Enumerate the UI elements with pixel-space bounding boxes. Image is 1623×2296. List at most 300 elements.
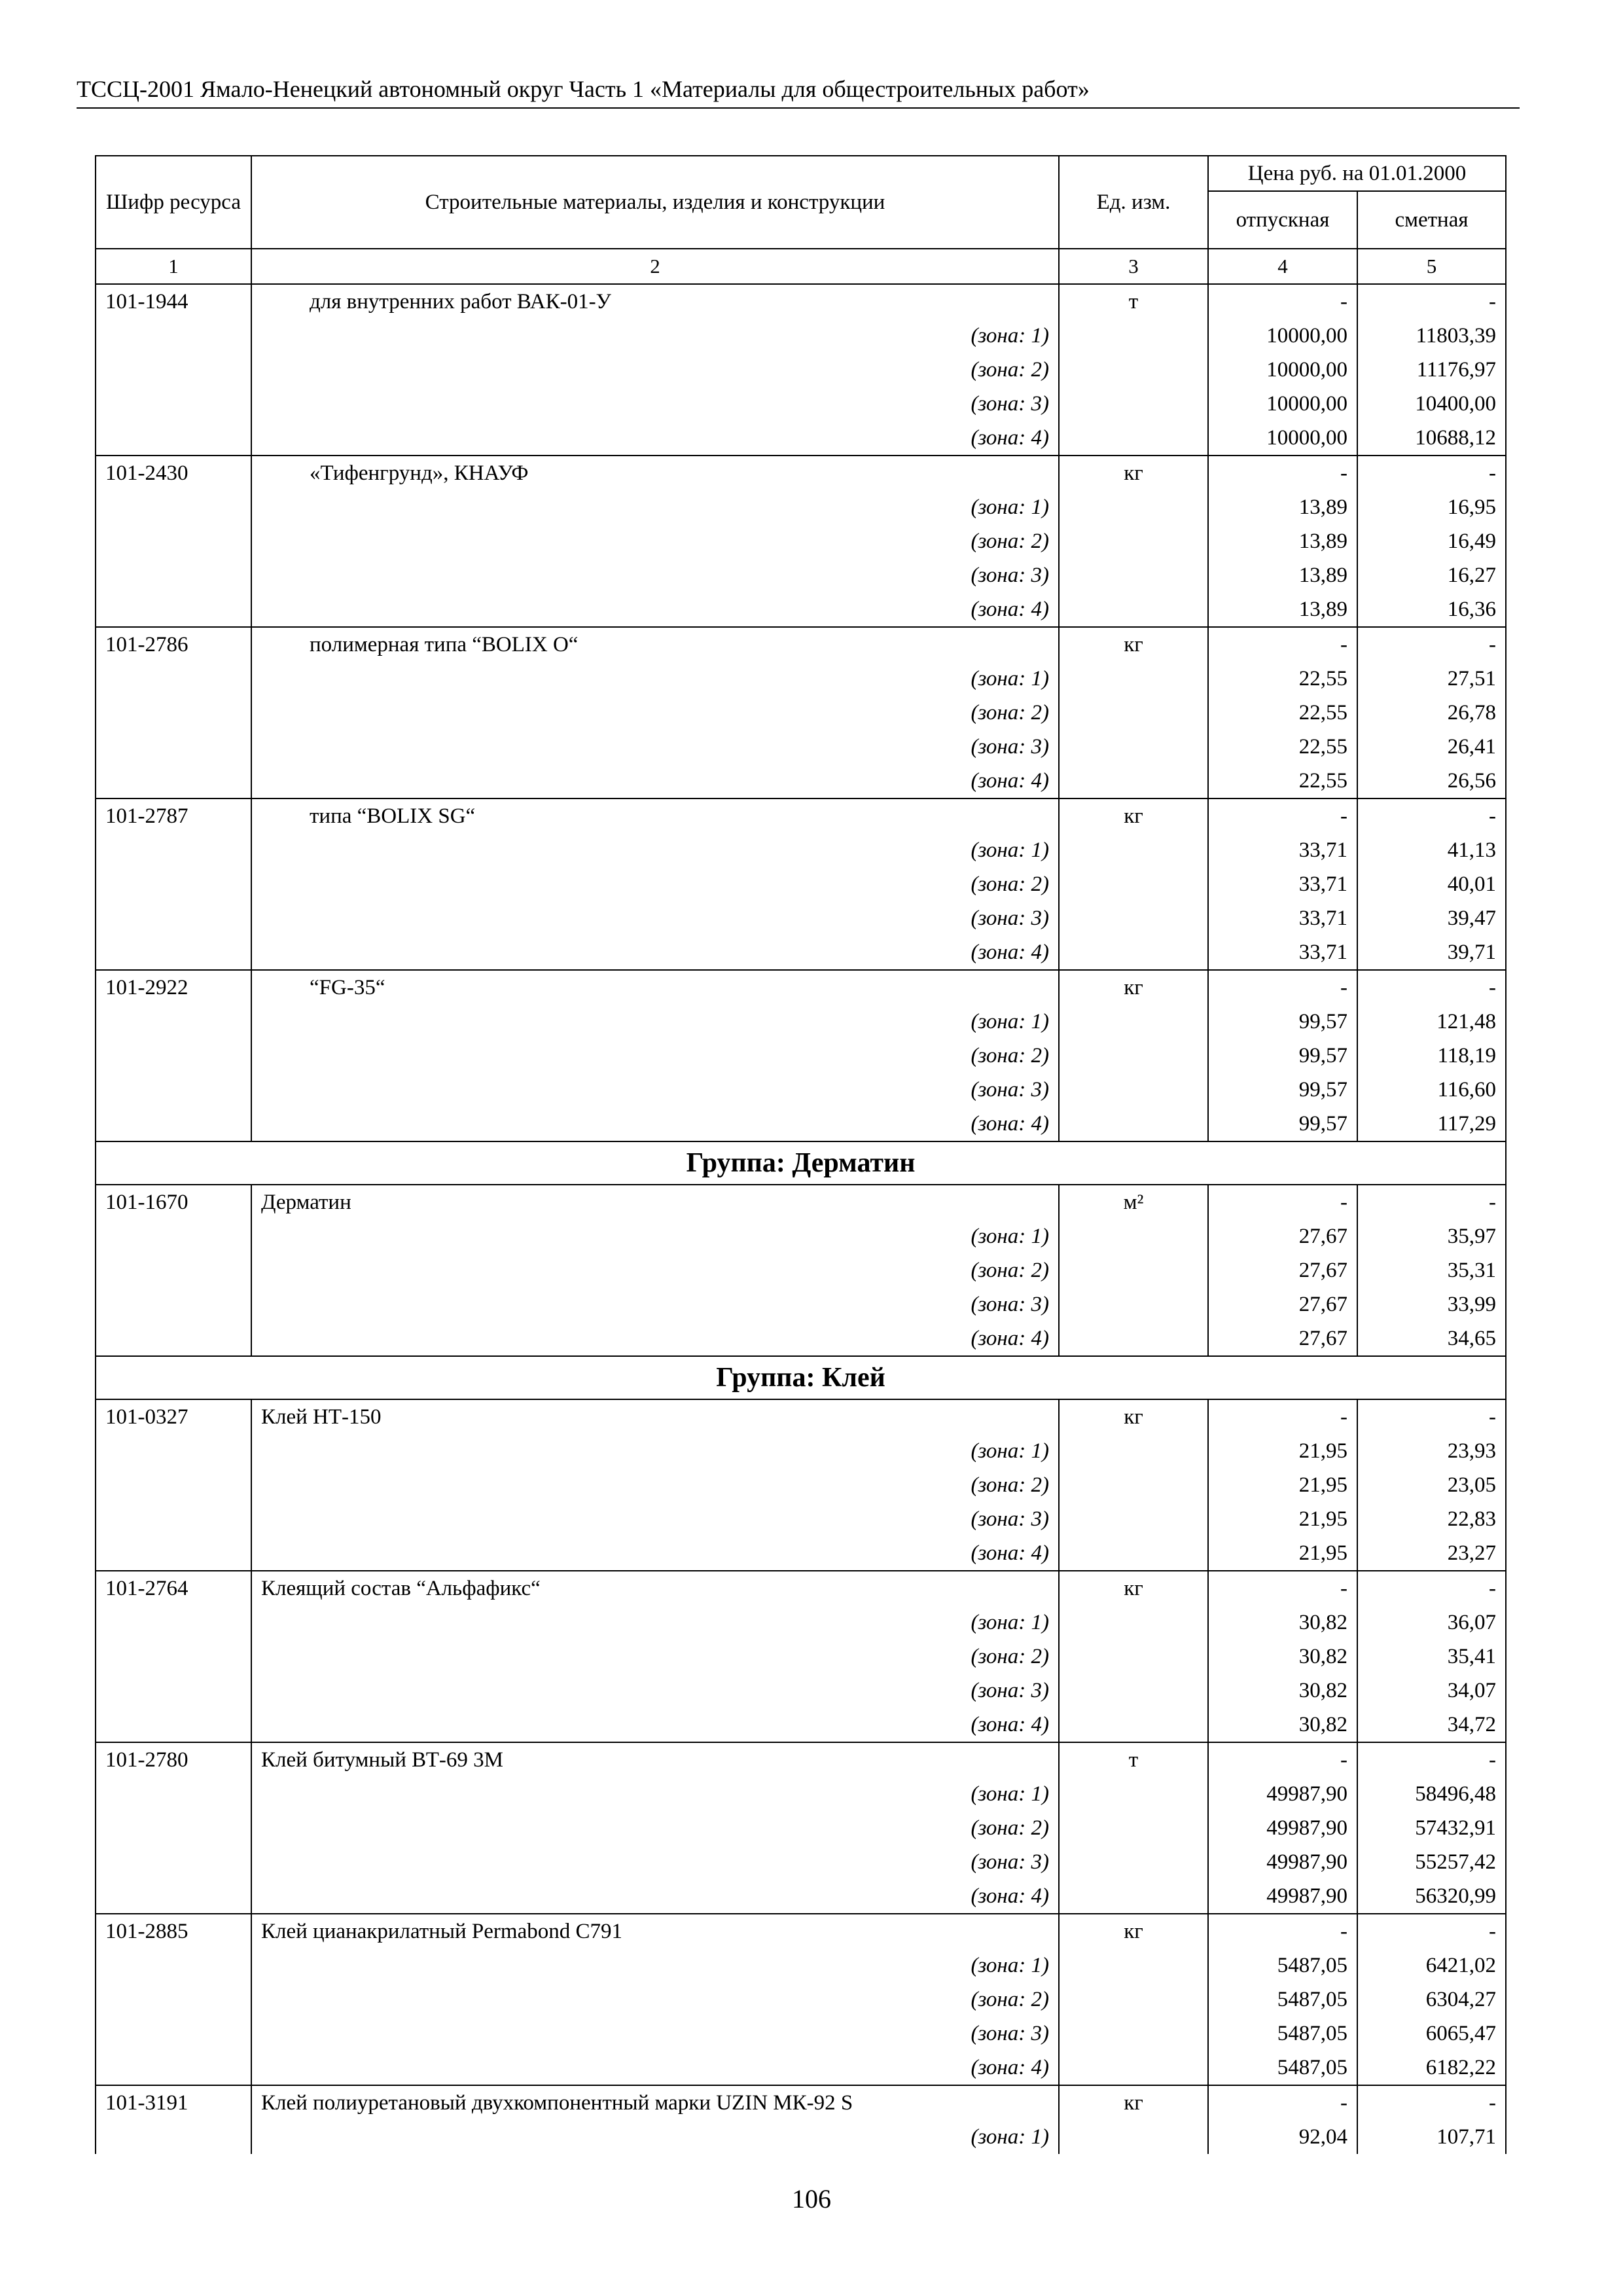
release-price: 10000,00: [1208, 387, 1357, 421]
estimate-price: 107,71: [1357, 2120, 1506, 2154]
zone-unit-empty: [1059, 2017, 1208, 2051]
estimate-price: 27,51: [1357, 662, 1506, 696]
zone-unit-empty: [1059, 1434, 1208, 1468]
resource-name: типа “BOLIX SG“: [251, 798, 1059, 833]
zone-code-empty: [96, 592, 251, 627]
zone-label: (зона: 1): [251, 1948, 1059, 1982]
resource-unit: кг: [1059, 1914, 1208, 1948]
zone-code-empty: [96, 1321, 251, 1356]
zone-code-empty: [96, 1708, 251, 1742]
zone-row: [96, 1708, 1506, 1742]
zone-unit-empty: [1059, 1640, 1208, 1674]
resource-code: 101-2430: [96, 456, 251, 490]
estimate-price: 35,31: [1357, 1253, 1506, 1287]
release-price: 13,89: [1208, 558, 1357, 592]
col-number-1: 1: [96, 249, 251, 284]
zone-label: (зона: 3): [251, 1073, 1059, 1107]
release-price: 13,89: [1208, 490, 1357, 524]
zone-code-empty: [96, 558, 251, 592]
zone-code-empty: [96, 662, 251, 696]
zone-unit-empty: [1059, 1219, 1208, 1253]
zone-row: [96, 1948, 1506, 1982]
zone-code-empty: [96, 1811, 251, 1845]
resource-unit: т: [1059, 1742, 1208, 1777]
release-price: 10000,00: [1208, 421, 1357, 456]
zone-label: (зона: 4): [251, 592, 1059, 627]
zone-row: [96, 490, 1506, 524]
release-price: 33,71: [1208, 833, 1357, 867]
estimate-price: 23,27: [1357, 1536, 1506, 1571]
estimate-price: 16,95: [1357, 490, 1506, 524]
zone-code-empty: [96, 1674, 251, 1708]
release-price-dash: -: [1208, 970, 1357, 1005]
zone-code-empty: [96, 1948, 251, 1982]
zone-label: (зона: 1): [251, 833, 1059, 867]
release-price: 49987,90: [1208, 1879, 1357, 1914]
col-price-header: Цена руб. на 01.01.2000: [1208, 156, 1506, 191]
release-price: 49987,90: [1208, 1811, 1357, 1845]
zone-unit-empty: [1059, 1107, 1208, 1141]
col-number-2: 2: [251, 249, 1059, 284]
estimate-price: 11176,97: [1357, 353, 1506, 387]
resource-name: полимерная типа “BOLIX O“: [251, 627, 1059, 662]
zone-row: [96, 2120, 1506, 2154]
release-price: 30,82: [1208, 1605, 1357, 1640]
zone-code-empty: [96, 1468, 251, 1502]
col-release-header: отпускная: [1208, 191, 1357, 249]
zone-unit-empty: [1059, 524, 1208, 558]
zone-label: (зона: 1): [251, 662, 1059, 696]
zone-unit-empty: [1059, 353, 1208, 387]
zone-label: (зона: 1): [251, 319, 1059, 353]
zone-code-empty: [96, 1073, 251, 1107]
zone-row: [96, 1468, 1506, 1502]
zone-row: [96, 1502, 1506, 1536]
release-price-dash: -: [1208, 456, 1357, 490]
zone-unit-empty: [1059, 1287, 1208, 1321]
zone-row: [96, 1674, 1506, 1708]
zone-code-empty: [96, 1219, 251, 1253]
zone-code-empty: [96, 1434, 251, 1468]
zone-code-empty: [96, 696, 251, 730]
zone-label: (зона: 1): [251, 1777, 1059, 1811]
release-price: 21,95: [1208, 1502, 1357, 1536]
zone-row: [96, 1073, 1506, 1107]
release-price: 10000,00: [1208, 319, 1357, 353]
zone-label: (зона: 1): [251, 1605, 1059, 1640]
zone-row: [96, 901, 1506, 935]
col-code-header: Шифр ресурса: [96, 156, 251, 249]
col-number-3: 3: [1059, 249, 1208, 284]
release-price: 99,57: [1208, 1005, 1357, 1039]
group-row: [96, 1356, 1506, 1399]
zone-row: [96, 592, 1506, 627]
zone-code-empty: [96, 2017, 251, 2051]
zone-row: [96, 353, 1506, 387]
zone-code-empty: [96, 1640, 251, 1674]
zone-row: [96, 1777, 1506, 1811]
release-price: 49987,90: [1208, 1845, 1357, 1879]
estimate-price: 34,72: [1357, 1708, 1506, 1742]
resource-row: [96, 284, 1506, 319]
zone-row: [96, 1287, 1506, 1321]
zone-code-empty: [96, 1879, 251, 1914]
zone-row: [96, 1982, 1506, 2017]
estimate-price: 16,27: [1357, 558, 1506, 592]
resource-unit: кг: [1059, 1571, 1208, 1605]
release-price: 30,82: [1208, 1708, 1357, 1742]
zone-code-empty: [96, 2051, 251, 2085]
release-price: 99,57: [1208, 1073, 1357, 1107]
release-price: 49987,90: [1208, 1777, 1357, 1811]
price-table: [95, 155, 1507, 2154]
zone-code-empty: [96, 833, 251, 867]
running-header: ТССЦ-2001 Ямало-Ненецкий автономный округ Часть 1 «Материалы для общестроительных работ»: [77, 73, 1520, 109]
zone-row: [96, 2017, 1506, 2051]
zone-row: [96, 1879, 1506, 1914]
zone-row: [96, 2051, 1506, 2085]
estimate-price: 6304,27: [1357, 1982, 1506, 2017]
estimate-price: 11803,39: [1357, 319, 1506, 353]
group-row: [96, 1141, 1506, 1185]
release-price: 27,67: [1208, 1253, 1357, 1287]
zone-unit-empty: [1059, 1468, 1208, 1502]
zone-unit-empty: [1059, 1777, 1208, 1811]
zone-unit-empty: [1059, 1811, 1208, 1845]
zone-label: (зона: 4): [251, 1879, 1059, 1914]
resource-row: [96, 970, 1506, 1005]
zone-label: (зона: 2): [251, 696, 1059, 730]
zone-label: (зона: 2): [251, 1640, 1059, 1674]
estimate-price: 6182,22: [1357, 2051, 1506, 2085]
estimate-price: 116,60: [1357, 1073, 1506, 1107]
zone-label: (зона: 4): [251, 935, 1059, 970]
zone-label: (зона: 3): [251, 1674, 1059, 1708]
zone-code-empty: [96, 2120, 251, 2154]
estimate-price-dash: -: [1357, 798, 1506, 833]
zone-code-empty: [96, 353, 251, 387]
zone-row: [96, 730, 1506, 764]
zone-code-empty: [96, 1502, 251, 1536]
estimate-price-dash: -: [1357, 1399, 1506, 1434]
resource-code: 101-2780: [96, 1742, 251, 1777]
estimate-price: 22,83: [1357, 1502, 1506, 1536]
zone-label: (зона: 2): [251, 1811, 1059, 1845]
zone-label: (зона: 4): [251, 1708, 1059, 1742]
estimate-price-dash: -: [1357, 284, 1506, 319]
zone-unit-empty: [1059, 935, 1208, 970]
zone-row: [96, 833, 1506, 867]
zone-code-empty: [96, 1287, 251, 1321]
page-number: 106: [792, 2184, 831, 2214]
estimate-price-dash: -: [1357, 456, 1506, 490]
resource-code: 101-0327: [96, 1399, 251, 1434]
zone-label: (зона: 4): [251, 1107, 1059, 1141]
estimate-price: 117,29: [1357, 1107, 1506, 1141]
col-unit-header: Ед. изм.: [1059, 156, 1208, 249]
release-price-dash: -: [1208, 627, 1357, 662]
release-price: 22,55: [1208, 696, 1357, 730]
estimate-price: 6065,47: [1357, 2017, 1506, 2051]
zone-row: [96, 421, 1506, 456]
zone-label: (зона: 2): [251, 1468, 1059, 1502]
release-price: 92,04: [1208, 2120, 1357, 2154]
release-price: 27,67: [1208, 1287, 1357, 1321]
zone-label: (зона: 1): [251, 1219, 1059, 1253]
zone-row: [96, 935, 1506, 970]
zone-unit-empty: [1059, 1039, 1208, 1073]
zone-row: [96, 1811, 1506, 1845]
zone-row: [96, 764, 1506, 798]
resource-name: «Тифенгрунд», КНАУФ: [251, 456, 1059, 490]
estimate-price: 39,71: [1357, 935, 1506, 970]
estimate-price: 35,97: [1357, 1219, 1506, 1253]
zone-label: (зона: 1): [251, 1005, 1059, 1039]
zone-code-empty: [96, 421, 251, 456]
zone-unit-empty: [1059, 901, 1208, 935]
estimate-price: 39,47: [1357, 901, 1506, 935]
estimate-price: 57432,91: [1357, 1811, 1506, 1845]
zone-label: (зона: 1): [251, 490, 1059, 524]
resource-unit: кг: [1059, 2085, 1208, 2120]
col-number-5: 5: [1357, 249, 1506, 284]
zone-label: (зона: 3): [251, 1287, 1059, 1321]
zone-code-empty: [96, 524, 251, 558]
resource-row: [96, 1571, 1506, 1605]
zone-label: (зона: 4): [251, 764, 1059, 798]
zone-unit-empty: [1059, 1982, 1208, 2017]
zone-code-empty: [96, 1107, 251, 1141]
resource-row: [96, 1399, 1506, 1434]
release-price-dash: -: [1208, 284, 1357, 319]
zone-row: [96, 1005, 1506, 1039]
zone-unit-empty: [1059, 421, 1208, 456]
zone-code-empty: [96, 1005, 251, 1039]
zone-row: [96, 524, 1506, 558]
zone-row: [96, 1321, 1506, 1356]
release-price: 22,55: [1208, 730, 1357, 764]
zone-unit-empty: [1059, 1321, 1208, 1356]
zone-row: [96, 558, 1506, 592]
release-price: 21,95: [1208, 1468, 1357, 1502]
estimate-price-dash: -: [1357, 1742, 1506, 1777]
release-price-dash: -: [1208, 798, 1357, 833]
release-price: 22,55: [1208, 764, 1357, 798]
zone-row: [96, 1107, 1506, 1141]
estimate-price-dash: -: [1357, 970, 1506, 1005]
zone-label: (зона: 2): [251, 1039, 1059, 1073]
zone-unit-empty: [1059, 1708, 1208, 1742]
zone-label: (зона: 1): [251, 1434, 1059, 1468]
resource-code: 101-2786: [96, 627, 251, 662]
col-estimate-header: сметная: [1357, 191, 1506, 249]
resource-name: “FG-35“: [251, 970, 1059, 1005]
estimate-price: 16,36: [1357, 592, 1506, 627]
zone-code-empty: [96, 1845, 251, 1879]
zone-label: (зона: 4): [251, 2051, 1059, 2085]
zone-code-empty: [96, 1605, 251, 1640]
release-price: 99,57: [1208, 1107, 1357, 1141]
zone-code-empty: [96, 1536, 251, 1571]
zone-code-empty: [96, 490, 251, 524]
release-price: 13,89: [1208, 592, 1357, 627]
zone-unit-empty: [1059, 1073, 1208, 1107]
estimate-price: 23,93: [1357, 1434, 1506, 1468]
zone-unit-empty: [1059, 1502, 1208, 1536]
zone-label: (зона: 4): [251, 1321, 1059, 1356]
zone-label: (зона: 3): [251, 387, 1059, 421]
release-price-dash: -: [1208, 2085, 1357, 2120]
resource-unit: кг: [1059, 627, 1208, 662]
release-price-dash: -: [1208, 1399, 1357, 1434]
release-price: 33,71: [1208, 901, 1357, 935]
release-price: 21,95: [1208, 1434, 1357, 1468]
release-price: 27,67: [1208, 1219, 1357, 1253]
estimate-price: 34,65: [1357, 1321, 1506, 1356]
zone-label: (зона: 1): [251, 2120, 1059, 2154]
zone-code-empty: [96, 867, 251, 901]
zone-code-empty: [96, 1982, 251, 2017]
estimate-price: 10400,00: [1357, 387, 1506, 421]
resource-row: [96, 1914, 1506, 1948]
release-price: 5487,05: [1208, 1982, 1357, 2017]
zone-code-empty: [96, 319, 251, 353]
zone-unit-empty: [1059, 764, 1208, 798]
release-price: 13,89: [1208, 524, 1357, 558]
zone-label: (зона: 4): [251, 421, 1059, 456]
zone-unit-empty: [1059, 1845, 1208, 1879]
estimate-price: 34,07: [1357, 1674, 1506, 1708]
estimate-price: 35,41: [1357, 1640, 1506, 1674]
resource-row: [96, 456, 1506, 490]
release-price: 5487,05: [1208, 2051, 1357, 2085]
zone-label: (зона: 3): [251, 558, 1059, 592]
zone-row: [96, 1605, 1506, 1640]
zone-unit-empty: [1059, 2120, 1208, 2154]
estimate-price-dash: -: [1357, 2085, 1506, 2120]
estimate-price-dash: -: [1357, 1185, 1506, 1219]
zone-unit-empty: [1059, 1948, 1208, 1982]
zone-unit-empty: [1059, 833, 1208, 867]
zone-row: [96, 696, 1506, 730]
zone-label: (зона: 4): [251, 1536, 1059, 1571]
zone-unit-empty: [1059, 1674, 1208, 1708]
zone-code-empty: [96, 1039, 251, 1073]
resource-row: [96, 1742, 1506, 1777]
estimate-price: 33,99: [1357, 1287, 1506, 1321]
zone-row: [96, 1434, 1506, 1468]
resource-name: Дерматин: [251, 1185, 1059, 1219]
zone-label: (зона: 3): [251, 730, 1059, 764]
release-price: 27,67: [1208, 1321, 1357, 1356]
release-price: 33,71: [1208, 935, 1357, 970]
zone-unit-empty: [1059, 867, 1208, 901]
resource-unit: кг: [1059, 798, 1208, 833]
zone-unit-empty: [1059, 319, 1208, 353]
estimate-price: 6421,02: [1357, 1948, 1506, 1982]
zone-label: (зона: 2): [251, 1253, 1059, 1287]
resource-name: Клей полиуретановый двухкомпонентный марки UZIN МК-92 S: [251, 2085, 1059, 2120]
zone-unit-empty: [1059, 1536, 1208, 1571]
zone-code-empty: [96, 1777, 251, 1811]
release-price-dash: -: [1208, 1571, 1357, 1605]
zone-unit-empty: [1059, 1253, 1208, 1287]
release-price-dash: -: [1208, 1185, 1357, 1219]
release-price: 21,95: [1208, 1536, 1357, 1571]
zone-label: (зона: 2): [251, 1982, 1059, 2017]
release-price-dash: -: [1208, 1914, 1357, 1948]
zone-unit-empty: [1059, 558, 1208, 592]
table-body: [96, 284, 1506, 2154]
zone-unit-empty: [1059, 490, 1208, 524]
zone-row: [96, 387, 1506, 421]
resource-code: 101-1670: [96, 1185, 251, 1219]
resource-name: Клеящий состав “Альфафикс“: [251, 1571, 1059, 1605]
resource-name: Клей битумный ВТ-69 3М: [251, 1742, 1059, 1777]
resource-row: [96, 798, 1506, 833]
zone-row: [96, 1536, 1506, 1571]
resource-code: 101-3191: [96, 2085, 251, 2120]
zone-row: [96, 1219, 1506, 1253]
resource-unit: м²: [1059, 1185, 1208, 1219]
release-price: 33,71: [1208, 867, 1357, 901]
zone-row: [96, 319, 1506, 353]
zone-unit-empty: [1059, 2051, 1208, 2085]
zone-unit-empty: [1059, 387, 1208, 421]
estimate-price: 41,13: [1357, 833, 1506, 867]
estimate-price: 26,56: [1357, 764, 1506, 798]
resource-row: [96, 627, 1506, 662]
table-header: [96, 156, 1506, 284]
estimate-price: 40,01: [1357, 867, 1506, 901]
estimate-price: 10688,12: [1357, 421, 1506, 456]
zone-row: [96, 1640, 1506, 1674]
resource-name: для внутренних работ ВАК-01-У: [251, 284, 1059, 319]
release-price: 30,82: [1208, 1674, 1357, 1708]
zone-code-empty: [96, 730, 251, 764]
zone-code-empty: [96, 764, 251, 798]
release-price: 30,82: [1208, 1640, 1357, 1674]
zone-label: (зона: 2): [251, 867, 1059, 901]
zone-code-empty: [96, 1253, 251, 1287]
estimate-price: 121,48: [1357, 1005, 1506, 1039]
zone-code-empty: [96, 935, 251, 970]
zone-unit-empty: [1059, 1005, 1208, 1039]
release-price: 99,57: [1208, 1039, 1357, 1073]
release-price: 5487,05: [1208, 2017, 1357, 2051]
zone-row: [96, 1253, 1506, 1287]
release-price: 5487,05: [1208, 1948, 1357, 1982]
col-name-header: Строительные материалы, изделия и конструкции: [251, 156, 1059, 249]
zone-unit-empty: [1059, 662, 1208, 696]
estimate-price: 26,78: [1357, 696, 1506, 730]
resource-row: [96, 1185, 1506, 1219]
estimate-price-dash: -: [1357, 627, 1506, 662]
zone-unit-empty: [1059, 730, 1208, 764]
estimate-price: 58496,48: [1357, 1777, 1506, 1811]
resource-code: 101-1944: [96, 284, 251, 319]
estimate-price-dash: -: [1357, 1571, 1506, 1605]
zone-unit-empty: [1059, 1879, 1208, 1914]
zone-label: (зона: 3): [251, 1845, 1059, 1879]
estimate-price-dash: -: [1357, 1914, 1506, 1948]
zone-row: [96, 662, 1506, 696]
zone-row: [96, 867, 1506, 901]
resource-unit: кг: [1059, 456, 1208, 490]
resource-code: 101-2885: [96, 1914, 251, 1948]
resource-row: [96, 2085, 1506, 2120]
resource-name: Клей НТ-150: [251, 1399, 1059, 1434]
